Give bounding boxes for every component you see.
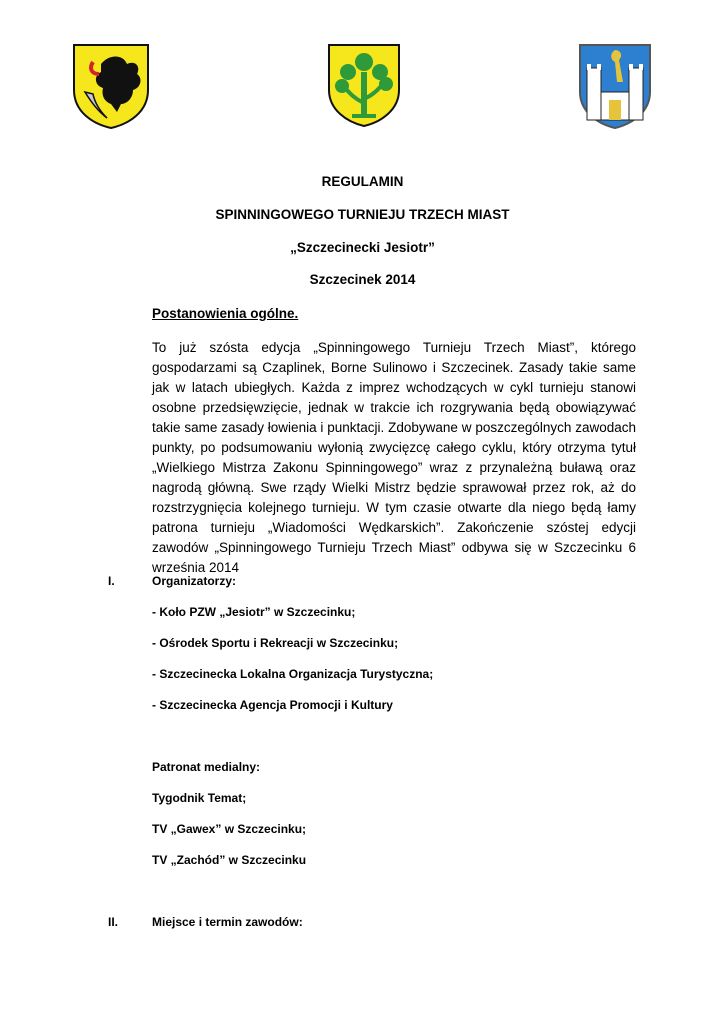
tree-crest-icon [326,42,402,128]
media-item: TV „Zachód” w Szczecinku [152,853,307,867]
media-item: TV „Gawex” w Szczecinku; [152,822,307,836]
griffin-crest-icon [71,42,151,130]
castle-crest-icon [577,42,653,130]
section-number-organizers: I. [108,574,115,588]
organizer-item: - Szczecinecka Lokalna Organizacja Turystyczna; [152,667,434,681]
media-item: Tygodnik Temat; [152,791,247,805]
intro-paragraph: To już szósta edycja „Spinningowego Turnieju Trzech Miast”, którego gospodarzami są Czaplinek, Borne Sulinowo i Szczecinek. Zasady takie same jak w latach ubiegłych. Każda z imprez wchodzących w cykl turnieju stanowi osobne przedsięwzięcie, jednak w trakcie ich rozgrywania będą obowiązywać takie same zasady łowienia i punktacji. Zdobywane w poszczególnych zawodach punkty, po podsumowaniu wyłonią zwycięzcę całego cyklu, który otrzyma tytuł „Wielkiego Mistrza Zakonu Spinningowego” wraz z przynależną buławą oraz nagrodą główną. Swe rządy Wielki Mistrz będzie sprawował przez rok, aż do rozstrzygnięcia kolejnego turnieju. W tym czasie otwarte dla niego będą łamy patrona turnieju „Wiadomości Wędkarskich”. Zakończenie szóstej edycji zawodów „Spinningowego Turnieju Trzech Miast” odbywa się w Szczecinku 6 września 2014 [152,340,636,575]
document-subtitle: SPINNINGOWEGO TURNIEJU TRZECH MIAST [215,207,510,222]
organizer-item: - Ośrodek Sportu i Rekreacji w Szczecinku; [152,636,399,650]
organizers-heading: Organizatorzy: [152,574,237,588]
section-number-place: II. [108,915,119,929]
media-heading: Patronat medialny: [152,760,261,774]
section-heading: Postanowienia ogólne. [152,306,299,321]
organizer-item: - Koło PZW „Jesiotr” w Szczecinku; [152,605,356,619]
place-heading: Miejsce i termin zawodów: [152,915,303,929]
tournament-name: „Szczecinecki Jesiotr” [290,240,435,255]
place-year: Szczecinek 2014 [309,272,416,287]
document-title: REGULAMIN [321,174,404,189]
organizer-item: - Szczecinecka Agencja Promocji i Kultury [152,698,393,712]
